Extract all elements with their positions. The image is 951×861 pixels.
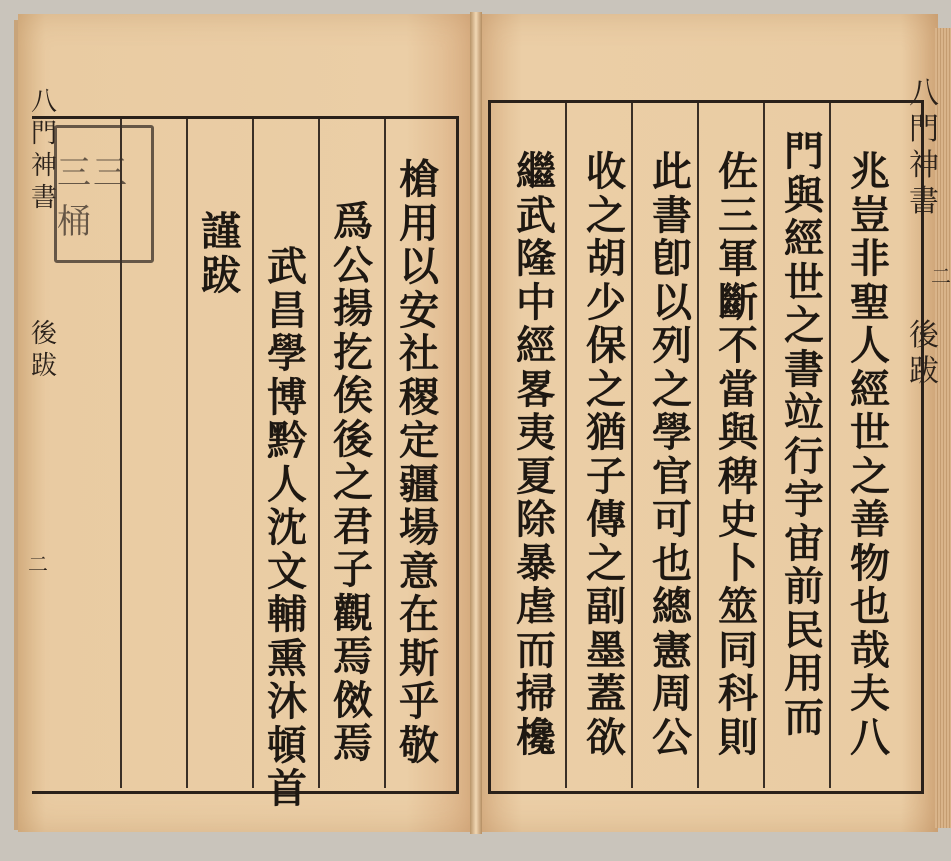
character: 同: [718, 626, 758, 674]
character: 敬: [399, 721, 439, 769]
character: 經: [850, 365, 890, 413]
column-rule: [763, 103, 765, 788]
character: 聖: [850, 278, 890, 326]
character: 疆: [399, 460, 439, 508]
character: 俟: [333, 372, 373, 419]
character: 也: [850, 583, 890, 630]
character: 槍: [399, 156, 439, 203]
character: 世: [784, 258, 824, 306]
character: 猶: [586, 409, 626, 456]
character: 卜: [718, 539, 758, 587]
character: 憲: [652, 626, 692, 674]
character: 武: [267, 243, 307, 290]
text-column-6: [514, 150, 558, 759]
character: 周: [652, 670, 692, 717]
character: 武: [516, 191, 556, 239]
text-column-3: [716, 150, 760, 759]
character: 副: [586, 583, 626, 630]
character: 書: [30, 183, 57, 213]
column-rule: [252, 119, 254, 788]
character: 人: [267, 460, 307, 508]
text-column-10: [199, 210, 243, 297]
character: 乎: [399, 678, 439, 725]
character: 焉: [333, 633, 373, 680]
character: 傚: [333, 676, 373, 724]
character: 夷: [516, 409, 556, 456]
text-column-2: [782, 130, 826, 739]
character: 之: [652, 365, 692, 413]
character: 首: [267, 765, 307, 812]
character: 也: [652, 539, 692, 587]
character: 君: [333, 502, 373, 550]
seal-text: 三三桶: [57, 153, 129, 242]
character: 跋: [201, 251, 241, 299]
character: 之: [784, 302, 824, 349]
text-column-5: [584, 150, 628, 759]
character: 可: [652, 496, 692, 543]
character: 總: [652, 583, 692, 630]
leaf-number: 二: [931, 264, 951, 288]
character: 觀: [333, 589, 373, 637]
character: 善: [850, 496, 890, 543]
character: 公: [333, 241, 373, 289]
character: 欃: [516, 713, 556, 761]
character: 蓋: [586, 670, 626, 717]
character: 中: [516, 278, 556, 326]
character: 世: [850, 409, 890, 456]
character: 傳: [586, 496, 626, 543]
character: 兆: [850, 148, 890, 195]
character: 墨: [586, 626, 626, 674]
character: 後: [333, 415, 373, 463]
character: 謹: [201, 208, 241, 255]
character: 焉: [333, 720, 373, 767]
character: 以: [652, 278, 692, 326]
column-rule: [186, 119, 188, 788]
character: 非: [850, 235, 890, 282]
character: 書: [909, 184, 939, 219]
character: 學: [267, 330, 307, 377]
character: 之: [586, 191, 626, 239]
character: 斯: [399, 634, 439, 682]
character: 書: [784, 345, 824, 393]
character: 則: [718, 713, 758, 761]
character: 公: [652, 713, 692, 761]
character: 安: [399, 286, 439, 334]
character: 佐: [718, 148, 758, 195]
character: 欲: [586, 713, 626, 761]
character: 竝: [784, 389, 824, 436]
column-rule: [384, 119, 386, 788]
character: 而: [784, 693, 824, 741]
text-column-1: [848, 150, 892, 759]
character: 博: [267, 373, 307, 421]
character: 子: [586, 452, 626, 500]
character: 稗: [718, 452, 758, 500]
character: 隆: [516, 235, 556, 282]
seal-stamp: [54, 125, 154, 263]
character: 意: [399, 547, 439, 595]
character: 扢: [333, 328, 373, 376]
character: 不: [718, 322, 758, 369]
character: 史: [718, 496, 758, 543]
character: 物: [850, 539, 890, 587]
character: 豈: [850, 191, 890, 239]
character: 卽: [652, 235, 692, 282]
character: 以: [399, 243, 439, 290]
character: 子: [333, 546, 373, 593]
character: 後: [30, 319, 57, 349]
character: 沐: [267, 678, 307, 725]
spine-title: [902, 76, 946, 220]
text-column-9: [265, 245, 309, 811]
character: 宙: [784, 519, 824, 567]
character: 爲: [333, 198, 373, 245]
character: 宇: [784, 476, 824, 523]
character: 學: [652, 409, 692, 456]
character: 與: [718, 409, 758, 456]
character: 後: [909, 318, 939, 353]
character: 少: [586, 278, 626, 326]
character: 暴: [516, 539, 556, 587]
character: 場: [399, 504, 439, 551]
character: 之: [333, 459, 373, 506]
character: 列: [652, 322, 692, 369]
character: 筮: [718, 583, 758, 630]
character: 黔: [267, 417, 307, 464]
section-label: [902, 318, 946, 390]
character: 輔: [267, 591, 307, 638]
character: 八: [850, 713, 890, 761]
character: 書: [652, 191, 692, 239]
character: 科: [718, 670, 758, 717]
character: 社: [399, 330, 439, 377]
character: 而: [516, 626, 556, 674]
character: 跋: [909, 354, 939, 389]
book-gutter: [470, 12, 482, 834]
character: 前: [784, 563, 824, 610]
character: 夏: [516, 452, 556, 500]
character: 民: [784, 606, 824, 654]
character: 行: [784, 432, 824, 480]
character: 官: [652, 452, 692, 500]
character: 夫: [850, 670, 890, 717]
character: 斷: [718, 278, 758, 326]
character: 哉: [850, 626, 890, 674]
character: 八: [909, 76, 939, 111]
character: 文: [267, 547, 307, 595]
column-rule: [318, 119, 320, 788]
character: 神: [909, 148, 939, 183]
column-rule: [631, 103, 633, 788]
column-rule: [565, 103, 567, 788]
character: 與: [784, 171, 824, 219]
character: 神: [30, 151, 57, 181]
character: 稷: [399, 373, 439, 421]
character: 胡: [586, 235, 626, 282]
character: 之: [586, 539, 626, 587]
character: 掃: [516, 670, 556, 717]
character: 之: [586, 365, 626, 413]
leaf-number-left: 二: [28, 552, 48, 576]
character: 跋: [30, 351, 57, 381]
character: 虐: [516, 583, 556, 630]
character: 昌: [267, 286, 307, 334]
character: 沈: [267, 504, 307, 551]
text-column-8: [331, 200, 375, 766]
character: 此: [652, 148, 692, 195]
character: 門: [30, 119, 57, 149]
text-column-4: [650, 150, 694, 759]
character: 收: [586, 148, 626, 195]
character: 保: [586, 322, 626, 369]
character: 當: [718, 365, 758, 413]
character: 經: [516, 322, 556, 369]
column-rule: [829, 103, 831, 788]
character: 三: [718, 191, 758, 239]
character: 揚: [333, 285, 373, 332]
character: 經: [784, 215, 824, 262]
character: 在: [399, 591, 439, 638]
text-column-7: [397, 158, 441, 767]
character: 人: [850, 322, 890, 369]
character: 用: [399, 199, 439, 247]
character: 用: [784, 650, 824, 697]
character: 之: [850, 452, 890, 500]
character: 除: [516, 496, 556, 543]
character: 門: [784, 128, 824, 175]
character: 熏: [267, 634, 307, 682]
column-rule: [697, 103, 699, 788]
section-label-left: [22, 318, 66, 382]
character: 八: [30, 87, 57, 117]
character: 繼: [516, 148, 556, 195]
character: 畧: [516, 365, 556, 413]
character: 頓: [267, 721, 307, 769]
character: 門: [909, 112, 939, 147]
character: 軍: [718, 235, 758, 282]
character: 定: [399, 417, 439, 464]
